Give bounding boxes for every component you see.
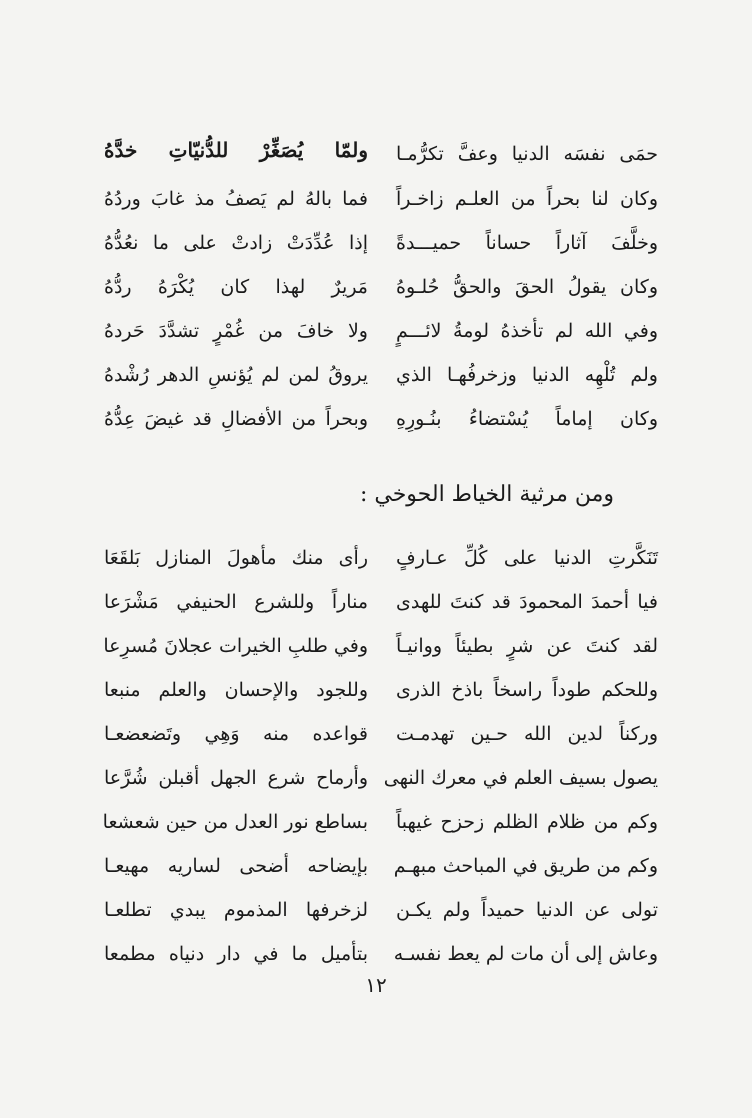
- verse-second-hemistich: وبحراً من الأفضالِ قد غيضَ عِدُّهُ: [104, 408, 368, 430]
- verse-first-hemistich: وخلَّفَ آثاراً حساناً حميـــدةً: [396, 232, 658, 254]
- verse-second-hemistich: رأى منك مأهولَ المنازل بَلقَعَا: [104, 547, 368, 569]
- verse-first-hemistich: حمَى نفسَه الدنيا وعفَّ تكرُّمـا: [396, 143, 658, 165]
- section-heading: ومن مرثية الخياط الحوخي :: [359, 482, 614, 507]
- verse-first-hemistich: وكم من طريق في المباحث مبهـم: [393, 855, 658, 877]
- verse-first-hemistich: وكم من ظلام الظلم زحزح غيهباً: [396, 811, 658, 833]
- verse-first-hemistich: وعاش إلى أن مات لم يعط نفسـه: [393, 943, 658, 965]
- verse-second-hemistich: مناراً وللشرع الحنيفي مَشْرَعا: [104, 591, 368, 613]
- verse-first-hemistich: تَنَكَّرتِ الدنيا على كُلِّ عـارفٍ: [396, 547, 658, 569]
- verse-second-hemistich: وأرماح شرع الجهل أقبلن شُرَّعا: [104, 767, 368, 789]
- verse-second-hemistich: لزخرفها المذموم يبدي تطلعـا: [104, 899, 368, 921]
- verse-first-hemistich: لقد كنتَ عن شرٍ بطيئاً ووانيـاً: [396, 635, 658, 657]
- verse-second-hemistich: فما بالهُ لم يَصفُ مذ غابَ وردُهُ: [104, 188, 368, 210]
- verse-second-hemistich: مَريرٌ لهذا كان يُكْرَهُ ردُّهُ: [104, 276, 368, 298]
- page-number: ١٢: [365, 973, 387, 997]
- verse-second-hemistich: إذا عُدِّدَتْ زادتْ على ما نعُدُّهُ: [104, 232, 368, 254]
- verse-second-hemistich: بتأميل ما في دار دنياه مطمعا: [104, 943, 368, 965]
- verse-first-hemistich: تولى عن الدنيا حميداً ولم يكـن: [396, 899, 658, 921]
- verse-second-hemistich: قواعده منه وَهِي وتَضعضعـا: [104, 723, 368, 745]
- verse-first-hemistich: وكان إماماً يُسْتضاءُ بنُـورِهِ: [396, 408, 658, 430]
- verse-first-hemistich: يصول بسيف العلم في معرك النهى: [383, 767, 658, 789]
- verse-first-hemistich: وكان لنا بحراً من العلـم زاخـراً: [396, 188, 658, 210]
- verse-second-hemistich: يروقُ لمن لم يُؤنسِ الدهر رُشْدهُ: [104, 364, 368, 386]
- verse-first-hemistich: فيا أحمدَ المحمودَ قد كنتَ للهدى: [396, 591, 658, 613]
- verse-second-hemistich: وللجود والإحسان والعلم منبعا: [104, 679, 368, 701]
- verse-first-hemistich: وفي الله لم تأخذهُ لومةُ لائـــمٍ: [396, 320, 658, 342]
- verse-first-hemistich: ولم تُلْهِه الدنيا وزخرفُهـا الذي: [396, 364, 658, 386]
- verse-second-hemistich: ولا خافَ من غُمْرٍ تشدَّدَ حَردهُ: [104, 320, 368, 342]
- verse-second-hemistich: وفي طلبِ الخيرات عجلانَ مُسرِعا: [103, 635, 368, 657]
- verse-second-hemistich: بإيضاحه أضحى لساريه مهيعـا: [104, 855, 368, 877]
- verse-first-hemistich: وللحكم طوداً راسخاً باذخ الذرى: [396, 679, 658, 701]
- verse-first-hemistich: وركناً لدين الله حـين تهدمـت: [396, 723, 658, 745]
- verse-second-hemistich: ولمّا يُصَغِّرْ للدُّنيّاتِ خدَّهُ: [104, 138, 368, 162]
- verse-second-hemistich: بساطع نور العدل من حين شعشعا: [102, 811, 368, 833]
- verse-first-hemistich: وكان يقولُ الحقَ والحقُّ حُلـوهُ: [396, 276, 658, 298]
